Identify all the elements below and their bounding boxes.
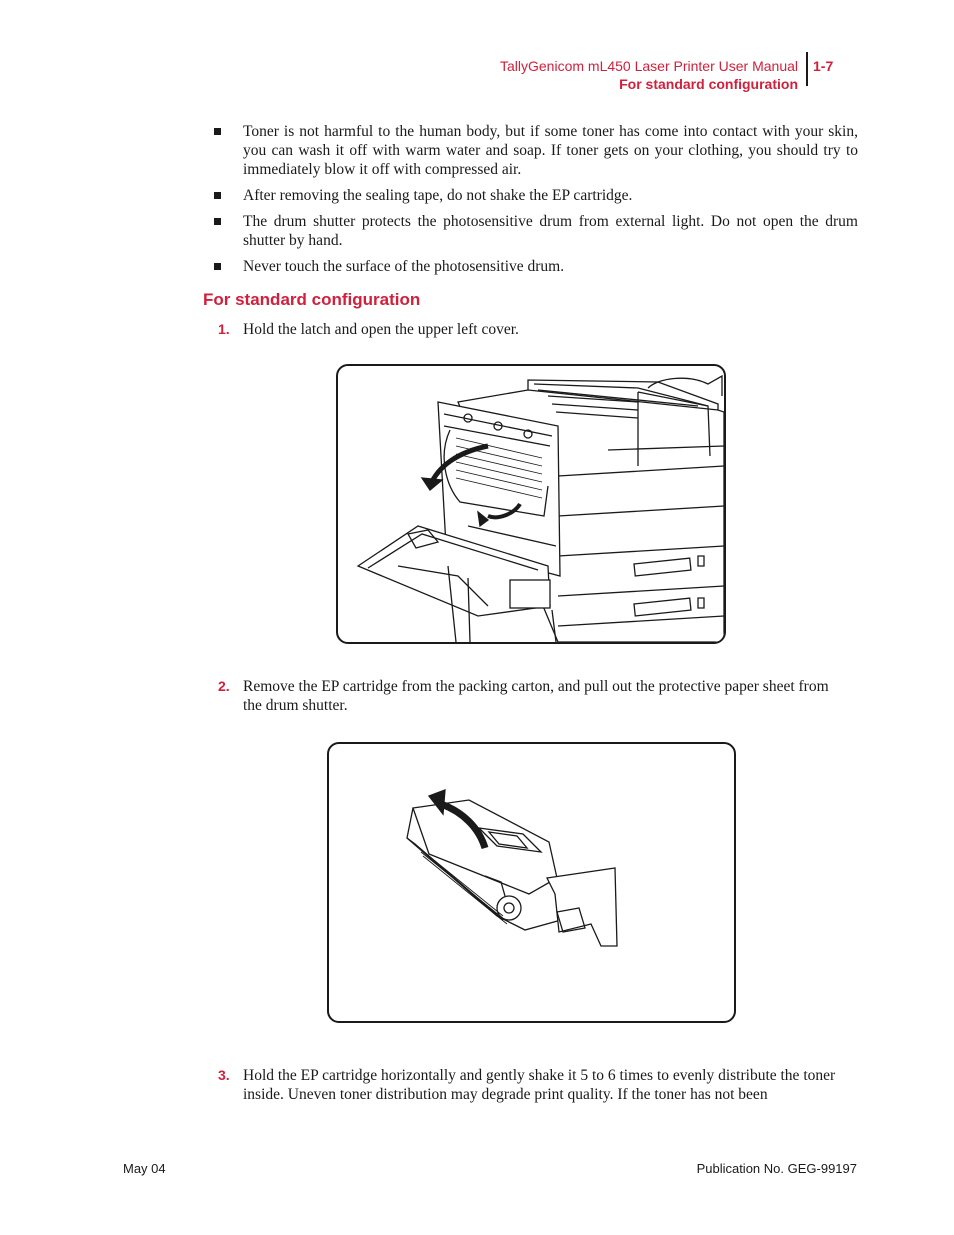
- bullet-square-icon: [214, 128, 221, 135]
- step-number: 2.: [218, 678, 230, 694]
- running-header-title: TallyGenicom mL450 Laser Printer User Manual: [499, 58, 798, 74]
- footer-publication: Publication No. GEG-99197: [696, 1161, 857, 1176]
- ep-cartridge-illustration: [327, 742, 736, 1023]
- step-3: [214, 1066, 844, 1104]
- step-number: 1.: [218, 321, 230, 337]
- list-item: The drum shutter protects the photosensitive drum from external light. Do not open the drum shutter by hand.: [212, 212, 858, 250]
- step-2: [214, 677, 844, 715]
- step-text: Hold the latch and open the upper left cover.: [243, 321, 519, 338]
- bullet-square-icon: [214, 263, 221, 270]
- printer-open-cover-illustration: [336, 364, 726, 644]
- bullet-square-icon: [214, 218, 221, 225]
- running-header-section: For standard configuration: [619, 76, 798, 92]
- section-heading: For standard configuration: [203, 290, 421, 309]
- step-text: Remove the EP cartridge from the packing carton, and pull out the protective paper sheet from the drum shutter.: [243, 678, 829, 714]
- bullet-square-icon: [214, 192, 221, 199]
- printer-drawing: [338, 366, 724, 642]
- cartridge-drawing: [329, 744, 734, 1021]
- step-1: [214, 320, 844, 339]
- list-item: Toner is not harmful to the human body, but if some toner has come into contact with your skin, you can wash it off with warm water and soap. If toner gets on your clothing, you should try to immediately blow it off with compressed air.: [212, 122, 858, 179]
- header-divider: [806, 52, 808, 86]
- step-number: 3.: [218, 1067, 230, 1083]
- page-number: 1-7: [813, 58, 834, 74]
- footer-date: May 04: [123, 1161, 166, 1176]
- list-item: After removing the sealing tape, do not shake the EP cartridge.: [212, 186, 858, 205]
- step-text: Hold the EP cartridge horizontally and gently shake it 5 to 6 times to evenly distribute the toner inside. Uneven toner distribution may degrade print quality. If the toner has not been: [243, 1067, 836, 1103]
- list-item: Never touch the surface of the photosensitive drum.: [212, 257, 858, 276]
- caution-list: [212, 122, 858, 283]
